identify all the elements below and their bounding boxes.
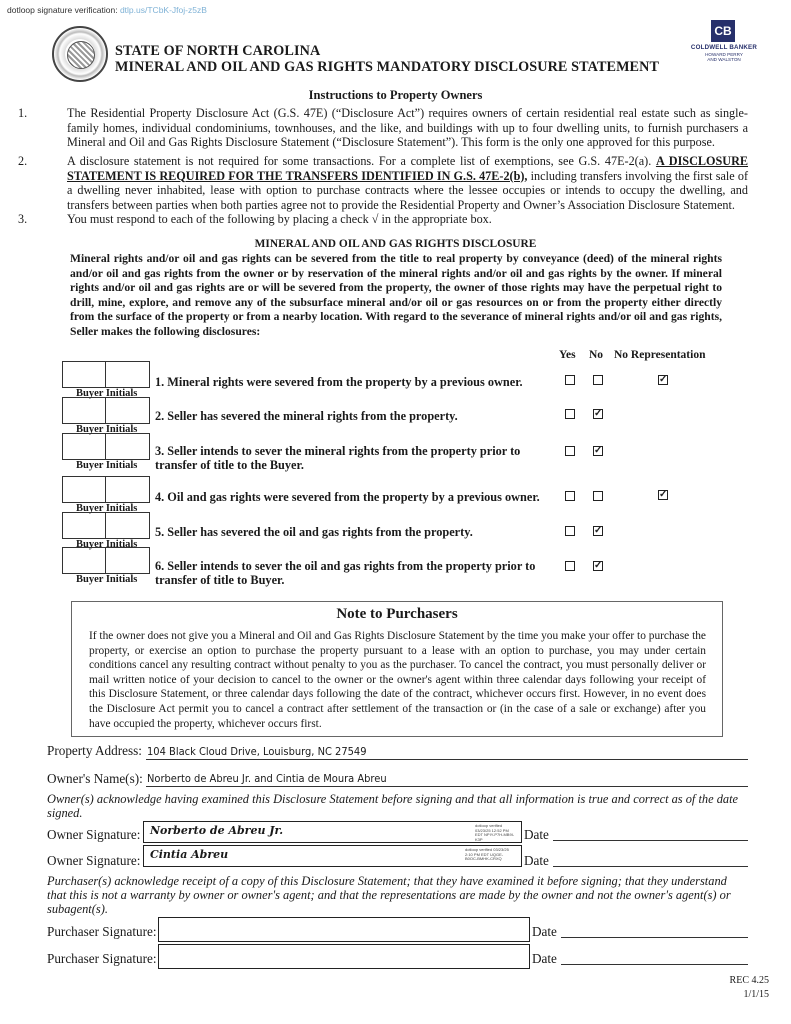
nc-real-estate-commission-seal-icon (52, 26, 108, 82)
buyer-initials-box[interactable] (62, 397, 150, 424)
owner-date-field-1[interactable] (553, 826, 748, 841)
question-text: 5. Seller has severed the oil and gas rights from the property. (155, 525, 473, 539)
yes-checkbox[interactable] (565, 446, 575, 456)
item-number: 2. (18, 154, 28, 168)
question-text: 1. Mineral rights were severed from the property by a previous owner. (155, 375, 523, 389)
brand-name: COLDWELL BANKER (690, 44, 758, 51)
purchaser-signature-1[interactable] (158, 917, 530, 942)
text-part: including transfers involving the first sale of a dwelling never inhabited, lease with option to purchase contracts where the lessee occupies or intends to occupy the dwelling, and transfers between parties when both parties agree not to provide the Residential Property and Owner’s Association Disclosure Statement. (67, 168, 748, 212)
no-checkbox[interactable] (593, 491, 603, 501)
instruction-item-1 (18, 106, 748, 150)
yes-checkbox[interactable] (565, 491, 575, 501)
no-checkbox[interactable]: ✓ (594, 560, 603, 571)
owner-signature-2[interactable] (143, 845, 522, 867)
purchaser-signature-label: Purchaser Signature: (47, 924, 157, 939)
item-number: 3. (18, 212, 28, 226)
buyer-initials-label: Buyer Initials (76, 574, 138, 585)
emphasis-text: A DISCLOSURE STATEMENT IS REQUIRED FOR THE TRANSFERS IDENTIFIED IN G.S. 47E-2(b), (67, 154, 749, 183)
question-row-1 (62, 361, 752, 397)
column-no: No (589, 349, 604, 361)
yes-checkbox[interactable] (565, 526, 575, 536)
buyer-initials-box[interactable] (62, 512, 150, 539)
property-address-label: Property Address: (47, 743, 142, 758)
text-part: A disclosure statement is not required for some transactions. For a complete list of exemptions, see G.S. 47E-2(a). (67, 154, 656, 168)
owners-name-label: Owner's Name(s): (47, 771, 143, 786)
form-title (115, 43, 659, 75)
form-number: REC 4.25 (729, 975, 769, 986)
owner-signature-label: Owner Signature: (47, 853, 141, 868)
signature-script: Cintia Abreu (150, 848, 229, 861)
column-yes: Yes (559, 349, 576, 361)
item-text: The Residential Property Disclosure Act (G.S. 47E) (“Disclosure Act”) requires owners of certain residential real estate such as single-family homes, individual condominiums, townhouses, and the like, and buildings with up to four dwelling units, to furnish purchasers a Mineral and Oil and Gas Rights Disclosure Statement (“Disclosure Statement”). This form is the only one approved for this purpose. (67, 106, 748, 149)
date-label: Date (532, 951, 557, 966)
no-checkbox[interactable]: ✓ (594, 445, 603, 456)
question-text: 6. Seller intends to sever the oil and gas rights from the property prior to transfer of title to Buyer. (155, 559, 536, 587)
note-to-purchasers (71, 601, 723, 737)
property-address-value: 104 Black Cloud Drive, Louisburg, NC 27549 (147, 745, 367, 758)
document-title: MINERAL AND OIL AND GAS RIGHTS MANDATORY DISCLOSURE STATEMENT (115, 59, 660, 75)
instructions-title: Instructions to Property Owners (308, 88, 483, 102)
buyer-initials-label: Buyer Initials (76, 424, 138, 435)
note-title: Note to Purchasers (336, 606, 458, 622)
date-label: Date (532, 924, 557, 939)
buyer-initials-label: Buyer Initials (76, 503, 138, 514)
state-title: STATE OF NORTH CAROLINA (115, 43, 321, 59)
no-representation-checkbox[interactable]: ✓ (659, 489, 668, 500)
verification-label: dotloop signature verification: (7, 5, 118, 15)
item-text: You must respond to each of the following by placing a check √ in the appropriate box. (67, 212, 492, 226)
yes-checkbox[interactable] (565, 409, 575, 419)
buyer-initials-box[interactable] (62, 547, 150, 574)
question-row-5 (62, 512, 752, 548)
form-date: 1/1/15 (743, 989, 769, 1000)
buyer-initials-label: Buyer Initials (76, 388, 138, 399)
signature-script: Norberto de Abreu Jr. (150, 824, 284, 837)
brand-sub1: HOWARD PERRY (705, 52, 743, 57)
signature-verification (7, 5, 207, 15)
disclosure-title: MINERAL AND OIL AND GAS RIGHTS DISCLOSURE (254, 238, 537, 250)
question-row-3 (62, 433, 752, 481)
buyer-initials-label: Buyer Initials (76, 460, 138, 471)
owner-acknowledgement: Owner(s) acknowledge having examined this Disclosure Statement before signing and that all information is true and correct as of the date signed. (47, 792, 739, 820)
no-checkbox[interactable]: ✓ (594, 525, 603, 536)
purchaser-acknowledgement: Purchaser(s) acknowledge receipt of a copy of this Disclosure Statement; that they have examined it before signing; that they understand that this is not a warranty by owner or owner's agent; and that the representations are made by the owner and not the owner's agent(s) or subagent(s). (47, 874, 731, 916)
instruction-item-3 (18, 212, 748, 227)
coldwell-banker-logo-icon: CB (711, 20, 735, 42)
buyer-initials-box[interactable] (62, 361, 150, 388)
owner-signature-1[interactable] (143, 821, 522, 843)
no-checkbox[interactable]: ✓ (594, 408, 603, 419)
question-row-4 (62, 476, 752, 512)
date-label: Date (524, 827, 549, 842)
owners-name-value: Norberto de Abreu Jr. and Cintia de Moura Abreu (147, 772, 387, 785)
column-no-representation: No Representation (614, 349, 706, 361)
question-text: 2. Seller has severed the mineral rights from the property. (155, 409, 458, 423)
question-text: 3. Seller intends to sever the mineral rights from the property prior to transfer of title to the Buyer. (155, 444, 521, 472)
property-address-field[interactable] (146, 745, 748, 760)
owner-date-field-2[interactable] (553, 852, 748, 867)
form-footer (730, 974, 769, 1002)
brand-sub2: AND WALSTON (707, 57, 741, 62)
instruction-item-2 (18, 154, 748, 212)
purchaser-date-field-2[interactable] (561, 950, 748, 965)
note-body: If the owner does not give you a Mineral and Oil and Gas Rights Disclosure Statement by the time you make your offer to purchase the property, or exercise an option to purchase the property pursuant to a lease with an option to purchase, you may under certain conditions cancel any resulting contract without penalty to you as the purchaser. To cancel the contract, you must personally deliver or mail written notice of your decision to cancel to the owner or the owner's agent within three calendar days following your receipt of this Disclosure Statement, or three calendar days following the date of the contract, whichever occurs first. However, in no event does the Disclosure Act permit you to cancel a contract after settlement of the transaction or (in the case of a sale or exchange) after you have occupied the property, whichever occurs first. (89, 630, 706, 730)
item-text (67, 154, 748, 212)
yes-checkbox[interactable] (565, 561, 575, 571)
disclosure-body: Mineral rights and/or oil and gas rights can be severed from the title to real property by conveyance (deed) of the mineral rights and/or oil and gas rights from the owner or by reservation of the mineral rights and/or oil and gas rights by the owner. If mineral rights and/or oil and gas rights are or will be severed from the property, the owner of those rights may have the perpetual right to drill, mine, explore, and remove any of the subsurface mineral and/or oil or gas resources on or from the property either directly from the surface of the property or from a nearby location. With regard to the severance of mineral rights and/or oil and gas rights, Seller makes the following disclosures: (70, 252, 722, 338)
no-representation-checkbox[interactable]: ✓ (659, 374, 668, 385)
item-number: 1. (18, 106, 28, 120)
question-row-6 (62, 547, 752, 593)
owners-name-field[interactable] (146, 772, 748, 787)
purchaser-date-field-1[interactable] (561, 923, 748, 938)
date-label: Date (524, 853, 549, 868)
purchaser-signature-label: Purchaser Signature: (47, 951, 157, 966)
dotloop-verified-stamp: dotloop verified 03/23/25 2:10 PM EDT UQGE-B0OC-BMHK-CRXQ (465, 847, 509, 861)
purchaser-signature-2[interactable] (158, 944, 530, 969)
brand-subtitle (688, 52, 760, 62)
dotloop-verified-stamp: dotloop verified 03/23/25 12:52 PM EDT NPIY-P7H-MB9I-K3P (475, 823, 515, 842)
owner-signature-label: Owner Signature: (47, 827, 141, 842)
buyer-initials-box[interactable] (62, 433, 150, 460)
buyer-initials-box[interactable] (62, 476, 150, 503)
yes-checkbox[interactable] (565, 375, 575, 385)
no-checkbox[interactable] (593, 375, 603, 385)
verification-link[interactable]: dtlp.us/TCbK-Jfoj-z5zB (119, 5, 207, 15)
question-row-2 (62, 397, 752, 433)
question-text: 4. Oil and gas rights were severed from the property by a previous owner. (155, 490, 540, 504)
buyer-initials-label: Buyer Initials (76, 539, 138, 550)
